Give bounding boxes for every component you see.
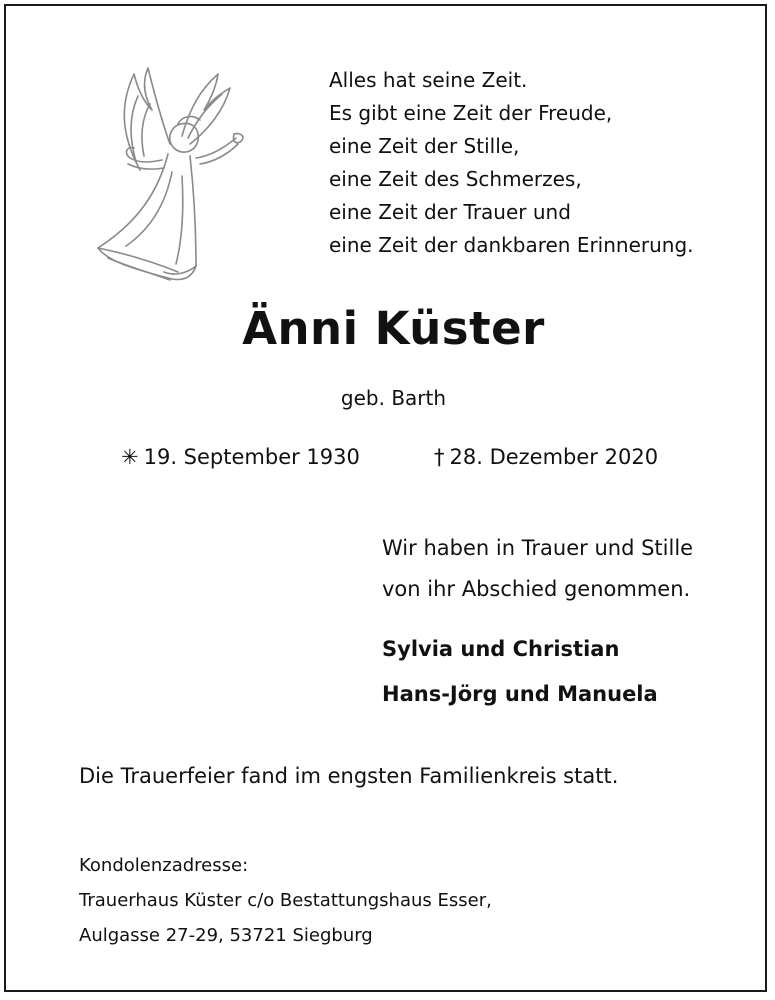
death-date-line: [434, 445, 658, 469]
birth-date-line: [121, 445, 360, 469]
farewell-line: Wir haben in Trauer und Stille: [382, 536, 694, 560]
poem-line: eine Zeit der Trauer und: [329, 200, 571, 224]
family-member: Hans-Jörg und Manuela: [382, 682, 658, 706]
birth-name: geb. Barth: [340, 386, 447, 410]
death-cross-icon: †: [434, 445, 445, 469]
address-line: Trauerhaus Küster c/o Bestattungshaus Esser,: [79, 890, 492, 911]
birth-star-icon: ✳: [121, 445, 139, 469]
birth-date: 19. September 1930: [143, 445, 360, 469]
family-member: Sylvia und Christian: [382, 637, 620, 661]
farewell-line: von ihr Abschied genommen.: [382, 577, 691, 601]
family-names: [382, 627, 658, 717]
poem-line: Es gibt eine Zeit der Freude,: [329, 101, 613, 125]
deceased-name: Änni Küster: [242, 302, 545, 355]
address-heading: Kondolenzadresse:: [79, 855, 249, 876]
poem-line: eine Zeit der dankbaren Erinnerung.: [329, 233, 694, 257]
angel-icon: [78, 52, 258, 292]
death-date: 28. Dezember 2020: [449, 445, 659, 469]
poem-line: Alles hat seine Zeit.: [329, 68, 528, 92]
poem-line: eine Zeit der Stille,: [329, 134, 520, 158]
address-line: Aulgasse 27-29, 53721 Siegburg: [79, 925, 373, 946]
poem-line: eine Zeit des Schmerzes,: [329, 167, 582, 191]
poem: [329, 64, 759, 262]
farewell-text: [382, 528, 693, 610]
condolence-address: [79, 848, 492, 953]
obituary-frame: [4, 4, 767, 992]
ceremony-note: Die Trauerfeier fand im engsten Familienkreis statt.: [79, 764, 619, 788]
